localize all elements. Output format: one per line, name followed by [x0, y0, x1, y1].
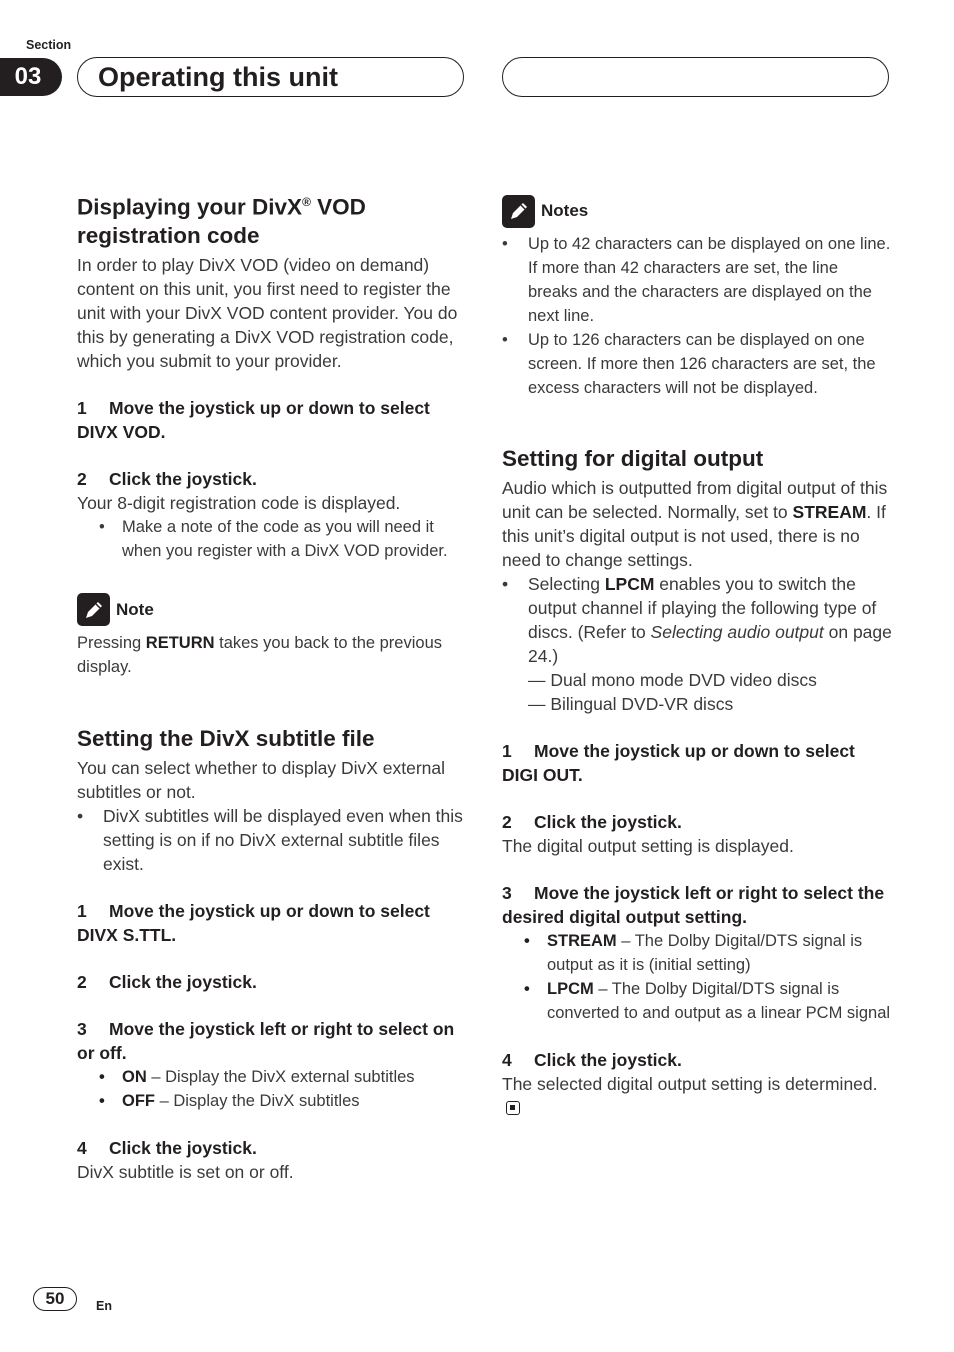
subtitle-step-3: 3 Move the joystick left or right to select on or off. — [77, 1018, 455, 1063]
language-label: En — [96, 1299, 112, 1313]
digital-output-heading: Setting for digital output — [502, 446, 764, 471]
left-column — [77, 188, 465, 1184]
section-label: Section — [26, 38, 72, 52]
note-header — [77, 593, 465, 627]
list-item: • STREAM – The Dolby Digital/DTS signal is output as it is (initial setting) — [524, 932, 863, 974]
digital-output-intro: Audio which is outputted from digital output of this unit can be selected. Normally, set to STREAM. If this unit’s digital output is not used, there is no need to change settings. — [502, 478, 888, 570]
end-mark-icon — [506, 1101, 520, 1115]
notes-header — [502, 194, 892, 228]
list-item: • Selecting LPCM enables you to switch the output channel if playing the following type of discs. (Refer to Selecting audio output on page 24.) — [502, 574, 892, 666]
digital-step-4-desc: The selected digital output setting is determined. — [502, 1072, 892, 1120]
digital-step-1: 1 Move the joystick up or down to select DIGI OUT. — [502, 741, 855, 785]
pencil-icon — [502, 195, 535, 228]
divx-vod-step-2: 2 Click the joystick. — [77, 468, 257, 489]
dash-item: — Bilingual DVD-VR discs — [528, 694, 734, 714]
list-item: • OFF – Display the DivX subtitles — [99, 1091, 360, 1110]
page-number: 50 — [33, 1287, 77, 1311]
list-item: • Up to 126 characters can be displayed on one screen. If more then 126 characters are set, the excess characters will not be displayed. — [502, 331, 876, 397]
list-item: • Make a note of the code as you will need it when you register with a DivX VOD provider. — [99, 517, 448, 560]
subtitle-step-4-desc: DivX subtitle is set on or off. — [77, 1161, 294, 1182]
subtitle-step-2: 2 Click the joystick. — [77, 971, 257, 992]
list-item: • LPCM – The Dolby Digital/DTS signal is converted to and output as a linear PCM signal — [524, 980, 891, 1022]
list-item: • Up to 42 characters can be displayed on one line. If more than 42 characters are set, the line breaks and the characters are displayed on the next line. — [502, 235, 891, 325]
note-label: Note — [116, 599, 154, 619]
right-column — [502, 194, 892, 1120]
subtitle-step-1: 1 Move the joystick up or down to select DIVX S.TTL. — [77, 900, 430, 945]
divx-vod-intro: In order to play DivX VOD (video on demand) content on this unit, you first need to register the unit with your DivX VOD content provider. You do this by generating a DivX VOD registration code, which you submit to your provider. — [77, 254, 458, 371]
subtitle-heading: Setting the DivX subtitle file — [77, 725, 375, 751]
digital-step-2-desc: The digital output setting is displayed. — [502, 836, 794, 856]
list-item: • DivX subtitles will be displayed even when this setting is on if no DivX external subtitle files exist. — [77, 805, 463, 874]
dash-item: — Dual mono mode DVD video discs — [528, 670, 817, 690]
list-item: • ON – Display the DivX external subtitles — [99, 1067, 415, 1086]
page-title: Operating this unit — [77, 57, 464, 97]
divx-vod-heading: Displaying your DivX® VOD registration code — [77, 194, 366, 248]
digital-step-3: 3 Move the joystick left or right to select the desired digital output setting. — [502, 883, 885, 927]
subtitle-intro: You can select whether to display DivX external subtitles or not. — [77, 757, 446, 802]
header-empty-box — [502, 57, 889, 97]
pencil-icon — [77, 593, 110, 626]
divx-vod-step-2-desc: Your 8-digit registration code is displayed. — [77, 492, 401, 513]
divx-vod-step-1: 1 Move the joystick up or down to select DIVX VOD. — [77, 397, 430, 442]
digital-step-4: 4 Click the joystick. — [502, 1050, 682, 1070]
digital-step-2: 2 Click the joystick. — [502, 812, 682, 832]
section-number: 03 — [0, 58, 62, 96]
subtitle-step-4: 4 Click the joystick. — [77, 1137, 257, 1158]
notes-label: Notes — [541, 201, 589, 220]
note-text: Pressing RETURN takes you back to the previous display. — [77, 633, 442, 676]
